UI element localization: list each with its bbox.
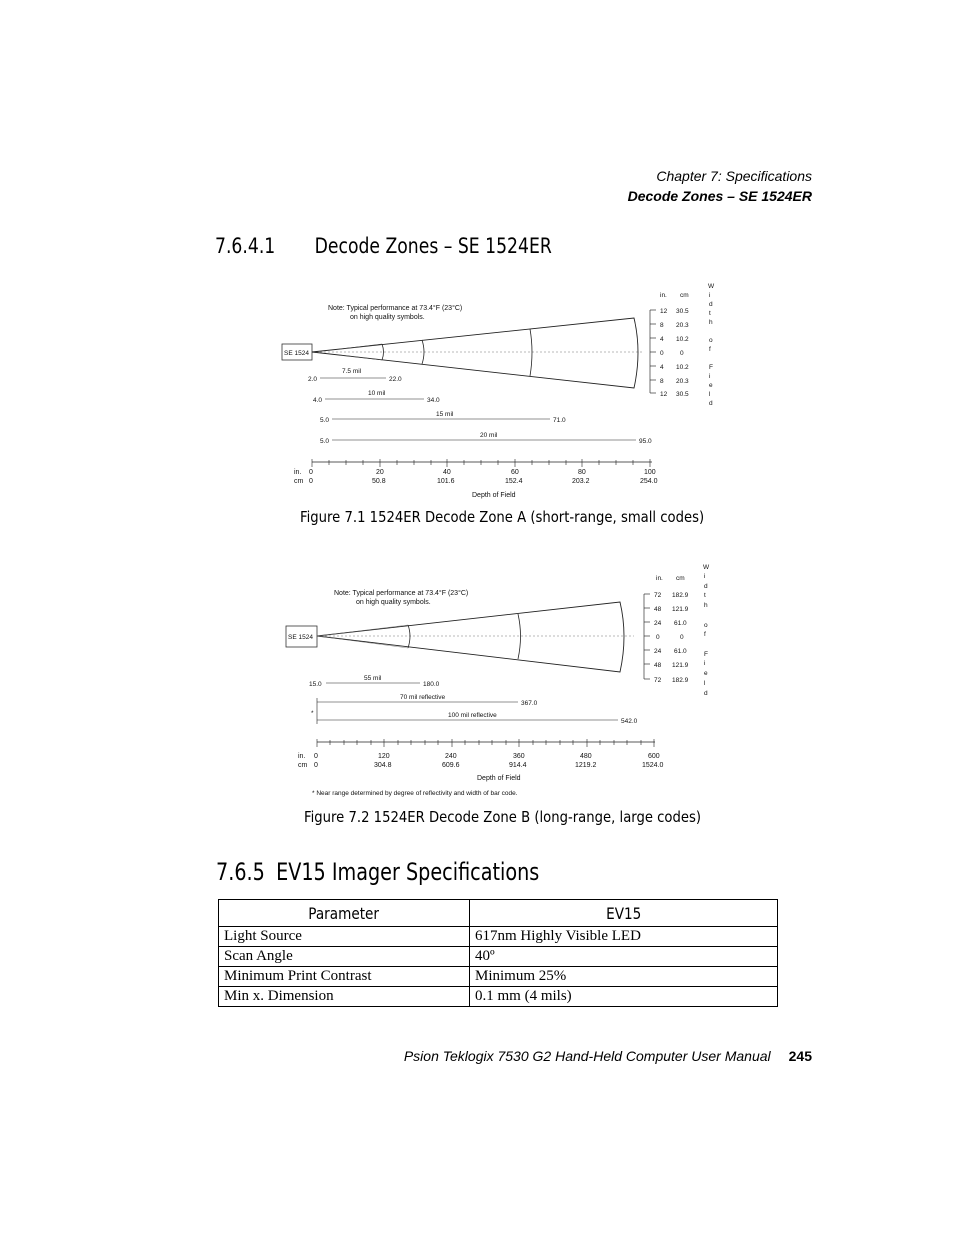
axis-tick-cm: 1524.0 <box>642 762 664 769</box>
table-cell: Minimum 25% <box>470 967 778 987</box>
axis-tick-cm: 609.6 <box>442 762 460 769</box>
zone-near: 15.0 <box>309 681 322 688</box>
axis-tick: 0 <box>314 753 318 760</box>
width-tick-cm: 61.0 <box>674 648 687 655</box>
section-title: EV15 Imager Specifications <box>276 858 540 886</box>
axis-tick-cm: 152.4 <box>505 478 523 485</box>
table-row <box>219 967 778 987</box>
width-tick-cm: 61.0 <box>674 620 687 627</box>
zone-far: 95.0 <box>639 438 652 445</box>
table-row <box>219 947 778 967</box>
width-scale <box>650 310 656 393</box>
section-title: Decode Zones – SE 1524ER <box>314 234 552 258</box>
scanner-label: SE 1524 <box>284 350 309 357</box>
scanner-label: SE 1524 <box>288 634 313 641</box>
table-cell: Min x. Dimension <box>219 987 470 1007</box>
axis-tick: 600 <box>648 753 660 760</box>
svg-text:i: i <box>709 292 711 299</box>
width-unit-in: in. <box>656 575 663 582</box>
figure1-note-line1: Note: Typical performance at 73.4°F (23°C) <box>328 305 463 312</box>
svg-text:h: h <box>709 319 713 326</box>
axis-tick: 80 <box>578 469 586 476</box>
table-header-parameter: Parameter <box>219 900 470 927</box>
table-cell: Scan Angle <box>219 947 470 967</box>
near-range-asterisk: * <box>311 710 314 717</box>
table-header-ev15: EV15 <box>470 900 778 927</box>
zone-far: 22.0 <box>389 376 402 383</box>
axis-tick-cm: 254.0 <box>640 478 658 485</box>
axis-tick: 40 <box>443 469 451 476</box>
manual-title: Psion Teklogix 7530 G2 Hand-Held Computer User Manual <box>403 1048 771 1064</box>
zone-name: 10 mil <box>368 390 386 397</box>
table-cell: 40º <box>470 947 778 967</box>
svg-text:l: l <box>709 391 711 398</box>
width-tick: 0 <box>656 634 660 641</box>
svg-text:d: d <box>704 690 708 697</box>
svg-text:e: e <box>704 670 708 677</box>
page-footer <box>404 1048 812 1064</box>
svg-text:i: i <box>704 573 706 580</box>
svg-text:t: t <box>709 310 711 317</box>
axis-tick-cm: 0 <box>309 478 313 485</box>
axis-tick: 480 <box>580 753 592 760</box>
zone-boundary <box>530 329 532 376</box>
figure2-caption: Figure 7.2 1524ER Decode Zone B (long-range, large codes) <box>304 808 702 826</box>
table-header-row <box>219 900 778 927</box>
zone-far: 542.0 <box>621 718 638 725</box>
depth-axis-ticks <box>317 739 654 747</box>
svg-text:i: i <box>709 373 711 380</box>
width-tick-cm: 182.9 <box>672 592 689 599</box>
axis-tick: 20 <box>376 469 384 476</box>
width-tick: 4 <box>660 336 664 343</box>
width-tick-cm: 30.5 <box>676 308 689 315</box>
width-tick-cm: 0 <box>680 634 684 641</box>
axis-tick-cm: 1219.2 <box>575 762 597 769</box>
svg-text:l: l <box>704 680 706 687</box>
axis-tick: 60 <box>511 469 519 476</box>
page-number: 245 <box>788 1048 812 1064</box>
svg-text:h: h <box>704 602 708 609</box>
axis-unit: cm <box>294 478 304 485</box>
zone-boundary <box>422 340 424 364</box>
zone-name: 55 mil <box>364 675 382 682</box>
outer-zone <box>312 318 638 388</box>
axis-tick: 360 <box>513 753 525 760</box>
decode-zone-a-diagram <box>270 276 720 502</box>
zone-far: 71.0 <box>553 417 566 424</box>
svg-text:i: i <box>704 660 706 667</box>
width-tick-cm: 0 <box>680 350 684 357</box>
table-cell: Minimum Print Contrast <box>219 967 470 987</box>
width-unit-cm: cm <box>676 575 685 582</box>
svg-text:W: W <box>703 564 710 571</box>
running-header-section: Decode Zones – SE 1524ER <box>627 188 812 204</box>
figure1-caption: Figure 7.1 1524ER Decode Zone A (short-range, small codes) <box>300 508 705 526</box>
figure2-note-line1: Note: Typical performance at 73.4°F (23°C) <box>334 590 469 597</box>
width-tick-cm: 10.2 <box>676 364 689 371</box>
svg-text:d: d <box>704 583 708 590</box>
zone-near: 5.0 <box>320 438 330 445</box>
zone-far: 180.0 <box>423 681 440 688</box>
axis-tick-cm: 50.8 <box>372 478 386 485</box>
svg-text:o: o <box>704 622 708 629</box>
svg-text:d: d <box>709 400 713 407</box>
svg-text:W: W <box>708 283 715 290</box>
svg-text:e: e <box>709 382 713 389</box>
width-tick: 24 <box>654 648 662 655</box>
section-heading-7641 <box>215 234 552 258</box>
width-tick: 0 <box>660 350 664 357</box>
zone-near: 5.0 <box>320 417 330 424</box>
section-heading-765 <box>216 858 539 886</box>
zone-boundary <box>518 614 521 659</box>
width-tick: 8 <box>660 322 664 329</box>
axis-unit: in. <box>298 753 306 760</box>
width-tick: 24 <box>654 620 662 627</box>
width-tick: 72 <box>654 592 662 599</box>
zone-near: 4.0 <box>313 397 323 404</box>
width-tick-cm: 30.5 <box>676 391 689 398</box>
figure2-note-line2: on high quality symbols. <box>356 599 431 606</box>
inner-zone <box>317 625 408 648</box>
axis-label: Depth of Field <box>472 492 516 499</box>
table-cell: 0.1 mm (4 mils) <box>470 987 778 1007</box>
table-cell: Light Source <box>219 927 470 947</box>
zone-name: 70 mil reflective <box>400 694 446 701</box>
axis-tick-cm: 914.4 <box>509 762 527 769</box>
figure2-footnote: * Near range determined by degree of reflectivity and width of bar code. <box>312 790 518 797</box>
depth-axis-ticks <box>312 459 650 467</box>
axis-unit: in. <box>294 469 302 476</box>
ev15-spec-table <box>218 899 778 1007</box>
width-tick-cm: 121.9 <box>672 606 689 613</box>
axis-tick: 120 <box>378 753 390 760</box>
table-row <box>219 927 778 947</box>
axis-tick: 0 <box>309 469 313 476</box>
axis-unit: cm <box>298 762 308 769</box>
zone-name: 15 mil <box>436 411 454 418</box>
svg-text:t: t <box>704 592 706 599</box>
axis-tick-cm: 0 <box>314 762 318 769</box>
svg-text:F: F <box>709 364 713 371</box>
width-tick: 48 <box>654 662 662 669</box>
zone-name: 7.5 mil <box>342 368 362 375</box>
table-cell: 617nm Highly Visible LED <box>470 927 778 947</box>
zone-far: 34.0 <box>427 397 440 404</box>
axis-label: Depth of Field <box>477 775 521 782</box>
zone-near: 2.0 <box>308 376 318 383</box>
decode-zone-b-diagram <box>278 558 718 800</box>
width-tick-cm: 121.9 <box>672 662 689 669</box>
svg-text:f: f <box>704 631 706 638</box>
figure1-note-line2: on high quality symbols. <box>350 314 425 321</box>
running-header-chapter: Chapter 7: Specifications <box>656 168 812 184</box>
width-of-field-label <box>703 564 710 697</box>
zone-far: 367.0 <box>521 700 538 707</box>
width-tick-cm: 182.9 <box>672 677 689 684</box>
width-scale <box>644 594 650 679</box>
width-tick: 12 <box>660 391 668 398</box>
width-tick: 72 <box>654 677 662 684</box>
zone-boundary <box>408 625 410 648</box>
svg-text:o: o <box>709 337 713 344</box>
zone-boundary <box>382 344 384 360</box>
axis-tick-cm: 101.6 <box>437 478 455 485</box>
axis-tick-cm: 203.2 <box>572 478 590 485</box>
width-of-field-label <box>708 283 715 407</box>
svg-text:d: d <box>709 301 713 308</box>
width-tick-cm: 20.3 <box>676 322 689 329</box>
axis-tick-cm: 304.8 <box>374 762 392 769</box>
axis-tick: 240 <box>445 753 457 760</box>
table-row <box>219 987 778 1007</box>
width-unit-cm: cm <box>680 292 689 299</box>
width-unit-in: in. <box>660 292 667 299</box>
svg-text:F: F <box>704 651 708 658</box>
width-tick: 8 <box>660 378 664 385</box>
width-tick: 4 <box>660 364 664 371</box>
section-number: 7.6.4.1 <box>215 234 276 258</box>
width-tick-cm: 20.3 <box>676 378 689 385</box>
zone-name: 20 mil <box>480 432 498 439</box>
section-number: 7.6.5 <box>216 858 265 886</box>
zone-name: 100 mil reflective <box>448 712 497 719</box>
width-tick: 12 <box>660 308 668 315</box>
axis-tick: 100 <box>644 469 656 476</box>
svg-text:f: f <box>709 346 711 353</box>
width-tick-cm: 10.2 <box>676 336 689 343</box>
width-tick: 48 <box>654 606 662 613</box>
outer-zone <box>317 602 624 672</box>
